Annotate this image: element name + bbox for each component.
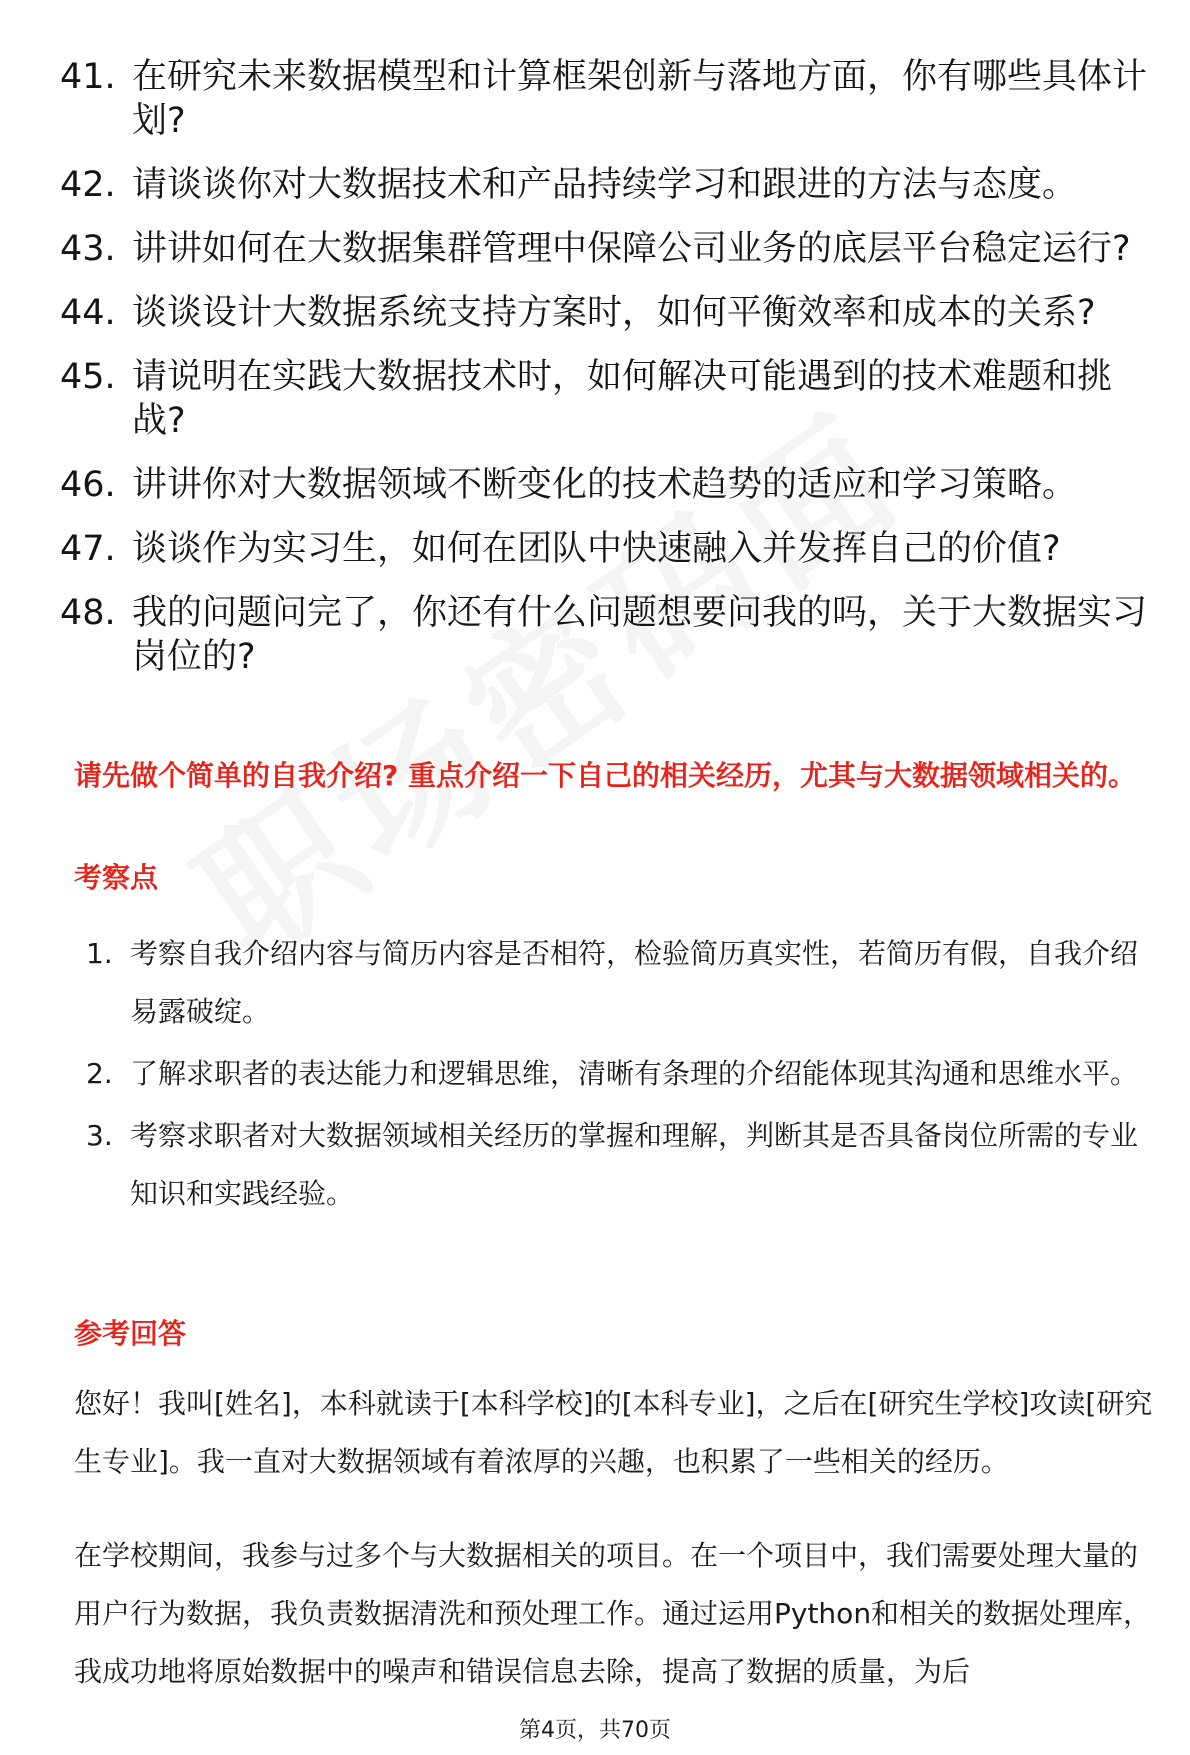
question-number: 48. [60,593,116,633]
point-item [86,1045,1161,1103]
question-text: 我的问题问完了，你还有什么问题想要问我的吗，关于大数据实习岗位的? [132,593,1148,677]
question-text: 讲讲你对大数据领域不断变化的技术趋势的适应和学习策略。 [132,465,1078,505]
point-item [86,925,1161,1041]
point-text: 考察自我介绍内容与简历内容是否相符，检验简历真实性，若简历有假，自我介绍易露破绽。 [130,937,1139,1028]
question-number: 45. [60,357,116,397]
points-list [86,925,1161,1227]
point-text: 考察求职者对大数据领域相关经历的掌握和理解，判断其是否具备岗位所需的专业知识和实践经验。 [130,1119,1139,1210]
question-text: 谈谈设计大数据系统支持方案时，如何平衡效率和成本的关系? [132,293,1096,333]
question-number: 43. [60,229,116,269]
question-list [60,55,1155,699]
page-footer: 第4页，共70页 [0,1713,1190,1744]
question-number: 47. [60,529,116,569]
question-number: 44. [60,293,116,333]
point-number: 2. [86,1057,113,1090]
question-item [60,55,1155,143]
question-item [60,527,1155,571]
answer-paragraph: 在学校期间，我参与过多个与大数据相关的项目。在一个项目中，我们需要处理大量的用户行为数据，我负责数据清洗和预处理工作。通过运用Python和相关的数据处理库，我成功地将原始数据中的噪声和错误信息去除，提高了数据的质量，为后 [74,1539,1152,1688]
question-item [60,163,1155,207]
question-text: 讲讲如何在大数据集群管理中保障公司业务的底层平台稳定运行? [132,229,1131,269]
question-number: 46. [60,465,116,505]
point-number: 1. [86,937,113,970]
question-text: 谈谈作为实习生，如何在团队中快速融入并发挥自己的价值? [132,529,1061,569]
question-item [60,463,1155,507]
question-item [60,591,1155,679]
question-item [60,355,1155,443]
question-number: 41. [60,57,116,97]
question-item [60,291,1155,335]
point-item [86,1107,1161,1223]
section-title: 请先做个简单的自我介绍? 重点介绍一下自己的相关经历，尤其与大数据领域相关的。 [74,759,1136,792]
point-text: 了解求职者的表达能力和逻辑思维，清晰有条理的介绍能体现其沟通和思维水平。 [130,1057,1139,1090]
answer-heading: 参考回答 [74,1317,187,1350]
point-number: 3. [86,1119,113,1152]
question-number: 42. [60,165,116,205]
answer-paragraph: 您好！我叫[姓名]，本科就读于[本科学校]的[本科专业]，之后在[研究生学校]攻读[研究生专业]。我一直对大数据领域有着浓厚的兴趣，也积累了一些相关的经历。 [74,1387,1153,1478]
question-text: 请说明在实践大数据技术时，如何解决可能遇到的技术难题和挑战? [132,357,1113,441]
points-heading: 考察点 [74,861,159,894]
question-text: 在研究未来数据模型和计算框架创新与落地方面，你有哪些具体计划? [132,57,1148,141]
question-item [60,227,1155,271]
question-text: 请谈谈你对大数据技术和产品持续学习和跟进的方法与态度。 [132,165,1078,205]
